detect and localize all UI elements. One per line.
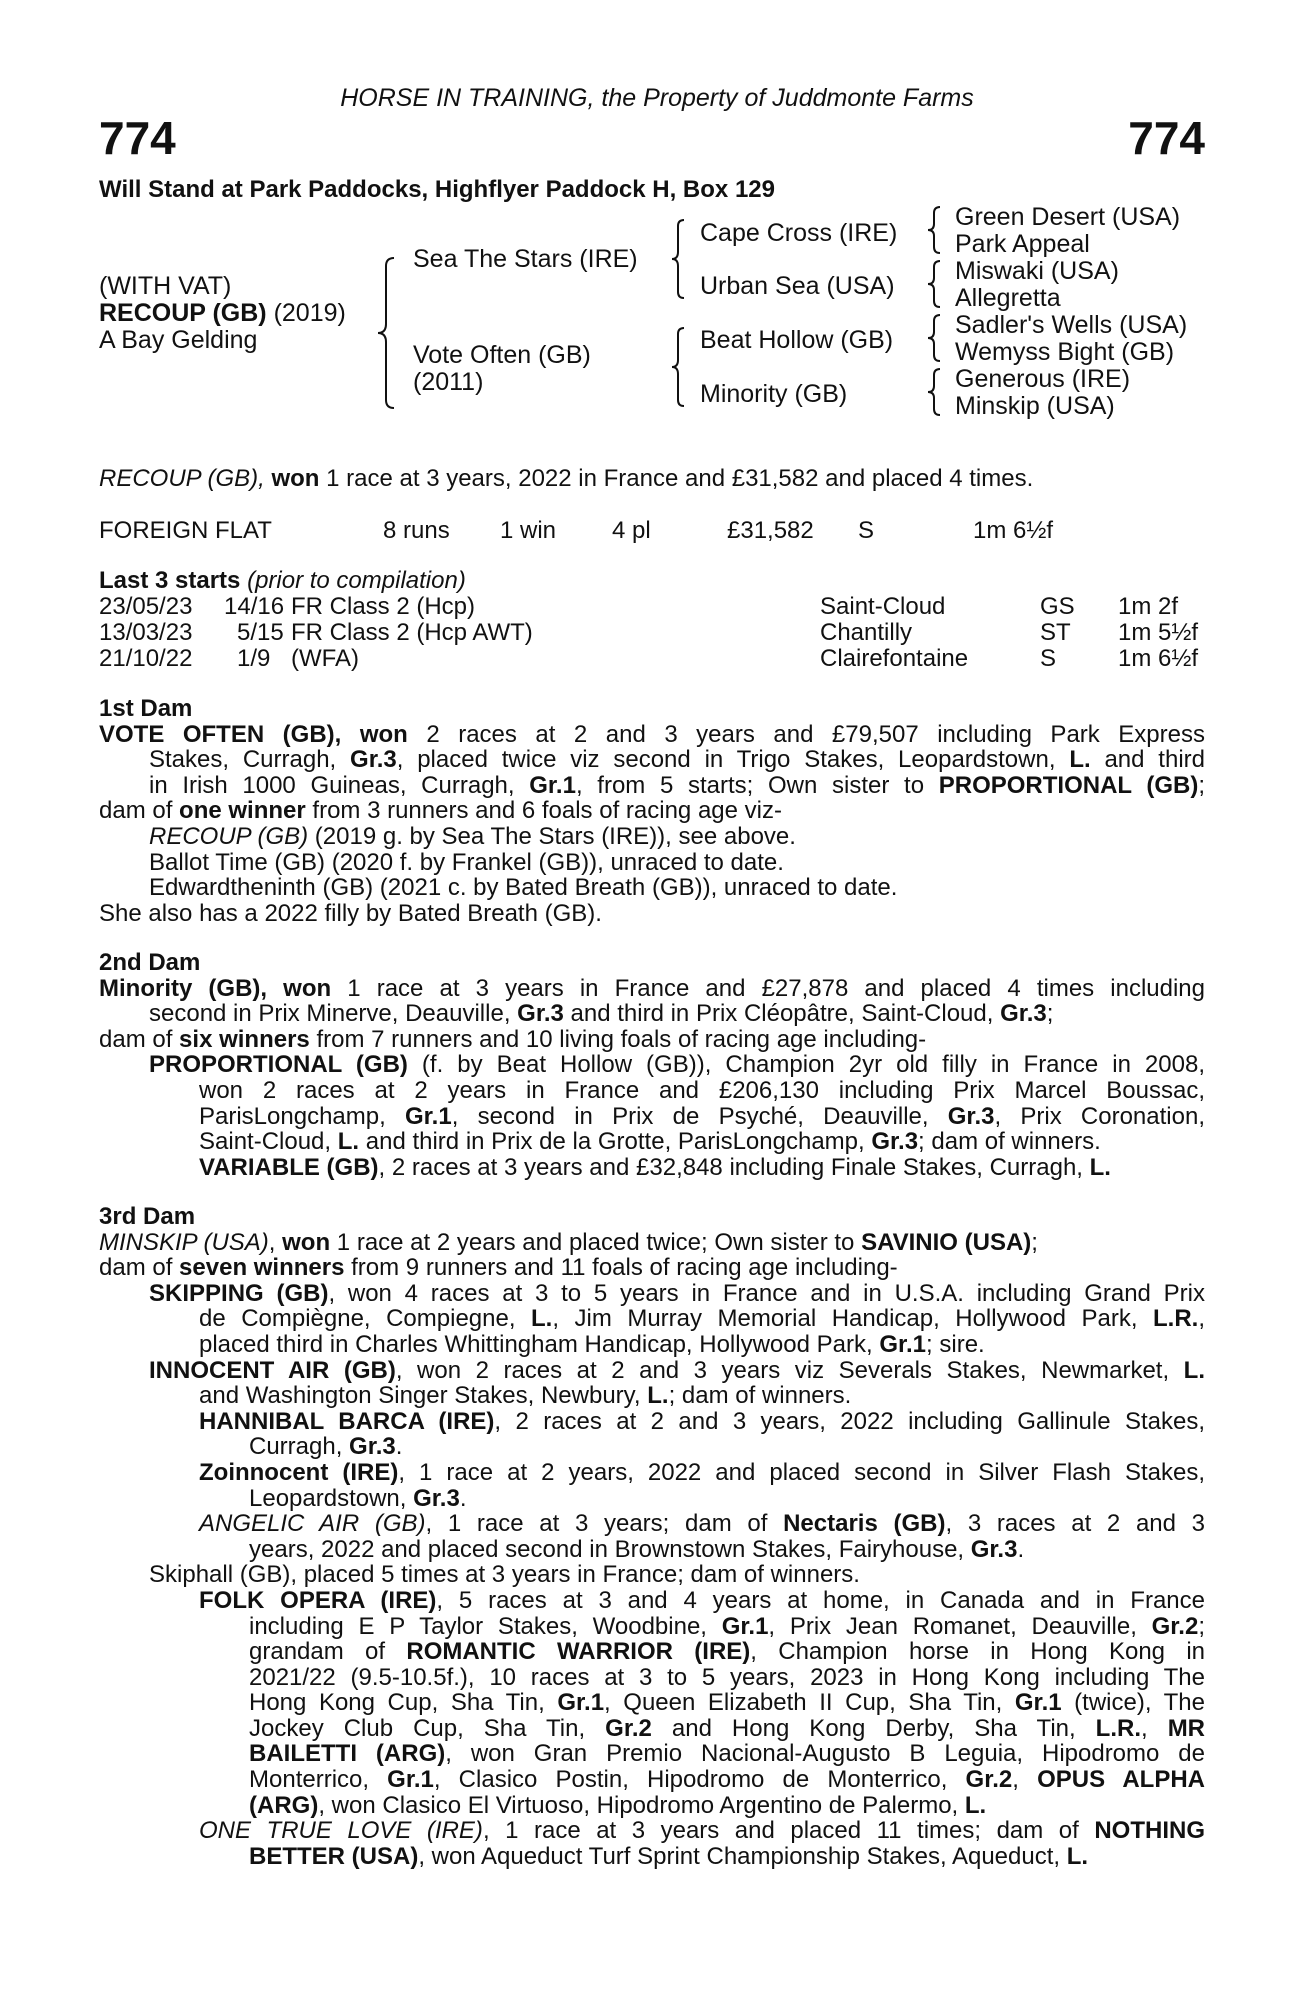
text: , Champion horse in Hong Kong in: [750, 1638, 1206, 1666]
text: , Clasico Postin, Hipodromo de Monterrico,: [433, 1766, 966, 1794]
brace-sire: [666, 218, 690, 300]
text: including E P Taylor Stakes, Woodbine,: [249, 1612, 722, 1640]
text: and third in Prix de la Grotte, ParisLongchamp,: [359, 1128, 872, 1156]
grade: Gr.1: [721, 1612, 769, 1640]
won-label: won: [282, 1228, 331, 1256]
third-dam-line: [99, 1614, 1205, 1640]
text: from 7 runners and 10 living foals of racing age including-: [309, 1025, 927, 1053]
text: Hong Kong Cup, Sha Tin,: [249, 1689, 558, 1717]
first-dam-name: VOTE OFTEN (GB), won: [99, 720, 408, 748]
horse-name: MR: [1167, 1714, 1206, 1742]
first-dam-line: [99, 747, 1205, 773]
text: dam of: [99, 1025, 180, 1053]
text: placed third in Charles Whittingham Handicap, Hollywood Park,: [199, 1330, 880, 1358]
start-distance: 1m 2f: [1118, 593, 1179, 620]
text: in Irish 1000 Guineas, Curragh,: [149, 771, 530, 799]
text: , 2 races at 2 and 3 years, 2022 including Gallinule Stakes,: [494, 1407, 1205, 1435]
third-dam-line: [99, 1281, 1205, 1307]
second-dam-line: [99, 976, 1205, 1002]
grade: Gr.2: [605, 1714, 652, 1742]
grade: Gr.3: [350, 746, 397, 774]
brace-dam: [666, 326, 690, 408]
text: , 3 races at 2 and 3: [945, 1510, 1206, 1538]
grade: Gr.3: [947, 1102, 995, 1130]
first-dam-heading: 1st Dam: [99, 695, 193, 722]
first-dam-section: [99, 696, 1205, 926]
horse-name: RECOUP (GB): [149, 822, 309, 850]
text: ;: [1198, 771, 1205, 799]
grade: Gr.3: [349, 1433, 396, 1461]
grade: Gr.3: [970, 1535, 1018, 1563]
start-date: 23/05/23: [99, 593, 193, 620]
third-dam-line: [99, 1716, 1205, 1742]
third-dam-line: Skiphall (GB), placed 5 times at 3 years in France; dam of winners.: [149, 1561, 860, 1589]
text: dam of: [99, 797, 180, 825]
text: , 2 races at 3 years and £32,848 including Finale Stakes, Curragh,: [378, 1153, 1090, 1181]
grade: Gr.1: [1014, 1689, 1062, 1717]
first-dam-line: [99, 798, 1205, 824]
text: ; dam of winners.: [668, 1382, 852, 1410]
first-dam-line: [99, 824, 1205, 850]
text: 1 race at 3 years in France and £27,878 and placed 4 times including: [331, 974, 1205, 1002]
grade: L.: [1066, 1842, 1089, 1870]
start-course: Clairefontaine: [820, 645, 969, 672]
dam-sire-name: Beat Hollow (GB): [700, 326, 894, 354]
winners-count: six winners: [179, 1025, 310, 1053]
second-dam-section: [99, 950, 1205, 1180]
second-dam-line: [99, 1129, 1205, 1155]
first-dam-line: [99, 722, 1205, 748]
start-date: 21/10/22: [99, 645, 193, 672]
start-distance: 1m 5½f: [1118, 619, 1199, 646]
horse-name: SAVINIO (USA): [861, 1228, 1032, 1256]
start-position: 1/9: [237, 645, 271, 672]
third-dam-line: [99, 1844, 1205, 1870]
text: ,: [1141, 1714, 1168, 1742]
third-dam-line: [99, 1230, 1205, 1256]
horse-name: BETTER (USA): [249, 1842, 419, 1870]
sire-dam-name: Urban Sea (USA): [700, 272, 895, 300]
start-position: 5/15: [237, 619, 284, 646]
gg-1: Green Desert (USA): [955, 203, 1181, 231]
winners-count: seven winners: [179, 1254, 345, 1282]
third-dam-line: [99, 1332, 1205, 1358]
horse-name: Minority (GB), won: [99, 974, 332, 1002]
third-dam-line: [99, 1511, 1205, 1537]
horse-name: PROPORTIONAL (GB): [149, 1051, 408, 1079]
text: grandam of: [249, 1638, 407, 1666]
grade: L.R.: [1095, 1714, 1141, 1742]
record-runs: 8 runs: [383, 517, 450, 544]
horse-name: RECOUP (GB): [99, 299, 267, 327]
grade: L.: [1089, 1153, 1111, 1181]
text: .: [1017, 1535, 1025, 1563]
lot-number-right: 774: [1128, 112, 1205, 164]
lot-number-left: 774: [99, 112, 176, 164]
text: , 1 race at 3 years; dam of: [425, 1510, 784, 1538]
start-course: Chantilly: [820, 619, 913, 646]
first-dam-line: She also has a 2022 filly by Bated Breath (GB).: [99, 899, 602, 927]
grade: Gr.1: [879, 1330, 927, 1358]
text: ;: [1198, 1612, 1205, 1640]
grade: L.R.: [1153, 1305, 1199, 1333]
text: de Compiègne, Compiegne,: [199, 1305, 532, 1333]
text: , placed twice viz second in Trigo Stakes, Leopardstown,: [396, 746, 1070, 774]
grade: L.: [647, 1382, 669, 1410]
start-race: FR Class 2 (Hcp AWT): [291, 619, 533, 646]
grade: Gr.3: [517, 1000, 564, 1028]
start-position: 14/16: [224, 593, 285, 620]
grade: Gr.2: [1151, 1612, 1199, 1640]
third-dam-line: [99, 1409, 1205, 1435]
text: , Jim Murray Memorial Handicap, Hollywood Park,: [552, 1305, 1153, 1333]
horse-name: OPUS ALPHA: [1037, 1766, 1205, 1794]
text: ; sire.: [926, 1330, 985, 1358]
start-going: ST: [1040, 619, 1071, 646]
text: Monterrico,: [249, 1766, 388, 1794]
gg-8: Minskip (USA): [955, 392, 1115, 420]
text: and Hong Kong Derby, Sha Tin,: [651, 1714, 1096, 1742]
gg-7: Generous (IRE): [955, 365, 1131, 393]
text: , won 4 races at 3 to 5 years in France and in U.S.A. including Grand Prix: [328, 1279, 1205, 1307]
text: , 1 race at 2 years, 2022 and placed second in Silver Flash Stakes,: [398, 1458, 1205, 1486]
third-dam-line: 2021/22 (9.5-10.5f.), 10 races at 3 to 5 years, 2023 in Hong Kong including The: [249, 1663, 1205, 1691]
grade: Gr.1: [557, 1689, 605, 1717]
horse-name: BAILETTI (ARG): [249, 1740, 446, 1768]
horse-name: FOLK OPERA (IRE): [199, 1586, 437, 1614]
horse-name: HANNIBAL BARCA (IRE): [199, 1407, 495, 1435]
text: Saint-Cloud,: [199, 1128, 338, 1156]
text: Leopardstown,: [249, 1484, 414, 1512]
gg-5: Sadler's Wells (USA): [955, 311, 1188, 339]
text: , Queen Elizabeth II Cup, Sha Tin,: [604, 1689, 1015, 1717]
third-dam-line: [99, 1434, 1205, 1460]
third-dam-line: [99, 1690, 1205, 1716]
text: dam of: [99, 1254, 180, 1282]
horse-name: VARIABLE (GB): [199, 1153, 379, 1181]
dam-name: Vote Often (GB): [413, 341, 591, 369]
text: , 5 races at 3 and 4 years at home, in Canada and in France: [436, 1586, 1205, 1614]
text: (twice), The: [1061, 1689, 1205, 1717]
text: , won Gran Premio Nacional-Augusto B Leguia, Hipodromo de: [445, 1740, 1205, 1768]
sire-name: Sea The Stars (IRE): [413, 245, 638, 273]
start-date: 13/03/23: [99, 619, 193, 646]
last-starts-title: Last 3 starts: [99, 567, 241, 594]
horse-name: ANGELIC AIR (GB): [199, 1510, 426, 1538]
first-dam-line: Ballot Time (GB) (2020 f. by Frankel (GB)), unraced to date.: [149, 848, 784, 876]
third-dam-line: [99, 1306, 1205, 1332]
grade: Gr.1: [405, 1102, 452, 1130]
grade: Gr.1: [387, 1766, 434, 1794]
last-starts-heading: [99, 568, 466, 594]
text: (2019 g. by Sea The Stars (IRE)), see above.: [308, 822, 796, 850]
stand-location: Will Stand at Park Paddocks, Highflyer Paddock H, Box 129: [99, 176, 775, 203]
third-dam-line: [99, 1793, 1205, 1819]
third-dam-heading: 3rd Dam: [99, 1203, 196, 1230]
text: .: [395, 1433, 403, 1461]
text: ; dam of winners.: [918, 1128, 1101, 1156]
text: second in Prix Minerve, Deauville,: [149, 1000, 518, 1028]
grade: L.: [337, 1128, 360, 1156]
race-summary: [99, 466, 1033, 492]
start-race: (WFA): [291, 645, 359, 672]
horse-name: Zoinnocent (IRE): [199, 1458, 399, 1486]
third-dam-line: [99, 1537, 1205, 1563]
third-dam-line: [99, 1767, 1205, 1793]
horse-name: NOTHING: [1094, 1817, 1205, 1845]
brace-gg-2: [922, 258, 946, 310]
gg-4: Allegretta: [955, 284, 1061, 312]
grade: Gr.2: [965, 1766, 1013, 1794]
text: ;: [1046, 1000, 1054, 1028]
third-dam-section: [99, 1204, 1205, 1869]
sire-sire-name: Cape Cross (IRE): [700, 219, 898, 247]
text: ,: [1012, 1766, 1038, 1794]
first-dam-line: Edwardtheninth (GB) (2021 c. by Bated Breath (GB)), unraced to date.: [149, 874, 898, 902]
third-dam-line: [99, 1255, 1205, 1281]
text: ;: [1031, 1228, 1038, 1256]
brace-gg-1: [922, 204, 946, 256]
brace-gg-3: [922, 312, 946, 364]
second-dam-line: [99, 1027, 1205, 1053]
grade: Gr.3: [871, 1128, 919, 1156]
third-dam-line: [99, 1358, 1205, 1384]
text: , won Clasico El Virtuoso, Hipodromo Argentino de Palermo,: [318, 1791, 965, 1819]
grade: L.: [1183, 1356, 1205, 1384]
text: Curragh,: [249, 1433, 350, 1461]
horse-year: (2019): [273, 299, 346, 327]
text: , won Aqueduct Turf Sprint Championship Stakes, Aqueduct,: [418, 1842, 1067, 1870]
start-distance: 1m 6½f: [1118, 645, 1199, 672]
horse-title: [99, 299, 346, 328]
grade: Gr.3: [413, 1484, 460, 1512]
record-type: FOREIGN FLAT: [99, 517, 272, 544]
start-going: GS: [1040, 593, 1075, 620]
summary-won: won: [271, 465, 320, 492]
third-dam-line: [99, 1639, 1205, 1665]
text: , 1 race at 3 years and placed 11 times; dam of: [482, 1817, 1095, 1845]
third-dam-line: [99, 1588, 1205, 1614]
text: , Prix Coronation,: [994, 1102, 1205, 1130]
second-dam-line: won 2 races at 2 years in France and £206,130 including Prix Marcel Boussac,: [199, 1076, 1205, 1104]
third-dam-line: [99, 1818, 1205, 1844]
text: , Prix Jean Romanet, Deauville,: [768, 1612, 1152, 1640]
second-dam-line: [99, 1104, 1205, 1130]
third-dam-line: [99, 1383, 1205, 1409]
text: .: [459, 1484, 467, 1512]
first-dam-line: [99, 773, 1205, 799]
gg-3: Miswaki (USA): [955, 257, 1119, 285]
third-dam-line: [99, 1460, 1205, 1486]
text: Stakes, Curragh,: [149, 746, 351, 774]
vat-note: (WITH VAT): [99, 272, 232, 300]
text: , from 5 starts; Own sister to: [575, 771, 939, 799]
record-earnings: £31,582: [727, 517, 814, 544]
text: ParisLongchamp,: [199, 1102, 405, 1130]
text: and Washington Singer Stakes, Newbury,: [199, 1382, 648, 1410]
horse-name: INNOCENT AIR (GB): [149, 1356, 396, 1384]
second-dam-line: [99, 1052, 1205, 1078]
text: , won 2 races at 2 and 3 years viz Severals Stakes, Newmarket,: [395, 1356, 1184, 1384]
text: Jockey Club Cup, Sha Tin,: [249, 1714, 606, 1742]
start-race: FR Class 2 (Hcp): [291, 593, 476, 620]
text: 2 races at 2 and 3 years and £79,507 including Park Express: [407, 720, 1205, 748]
dam-year: (2011): [413, 368, 484, 396]
grade: Gr.3: [1000, 1000, 1047, 1028]
page-header-title: HORSE IN TRAINING, the Property of Juddmonte Farms: [340, 84, 974, 112]
record-placed: 4 pl: [612, 517, 651, 544]
second-dam-line: [99, 1001, 1205, 1027]
text: from 3 runners and 6 foals of racing age viz-: [305, 797, 782, 825]
text: , second in Prix de Psyché, Deauville,: [451, 1102, 948, 1130]
text: and third: [1090, 746, 1205, 774]
gg-6: Wemyss Bight (GB): [955, 338, 1175, 366]
horse-name: MINSKIP (USA): [99, 1228, 269, 1256]
grade: Gr.1: [529, 771, 576, 799]
start-course: Saint-Cloud: [820, 593, 946, 620]
text: years, 2022 and placed second in Brownstown Stakes, Fairyhouse,: [249, 1535, 971, 1563]
gg-2: Park Appeal: [955, 230, 1090, 258]
third-dam-line: [99, 1486, 1205, 1512]
horse-name: PROPORTIONAL (GB): [938, 771, 1199, 799]
horse-name: (ARG): [249, 1791, 319, 1819]
start-going: S: [1040, 645, 1057, 672]
dam-dam-name: Minority (GB): [700, 380, 848, 408]
horse-description: A Bay Gelding: [99, 326, 258, 354]
grade: L.: [531, 1305, 553, 1333]
brace-gg-4: [922, 366, 946, 418]
horse-name: Nectaris (GB): [783, 1510, 946, 1538]
horse-name: SKIPPING (GB): [149, 1279, 329, 1307]
horse-name: ROMANTIC WARRIOR (IRE): [406, 1638, 751, 1666]
second-dam-line: [99, 1155, 1205, 1181]
text: (f. by Beat Hollow (GB)), Champion 2yr old filly in France in 2008,: [407, 1051, 1205, 1079]
second-dam-heading: 2nd Dam: [99, 949, 201, 976]
last-starts-note: (prior to compilation): [247, 567, 466, 594]
text: 1 race at 2 years and placed twice; Own sister to: [330, 1228, 862, 1256]
text: and third in Prix Cléopâtre, Saint-Cloud,: [563, 1000, 1001, 1028]
record-wins: 1 win: [500, 517, 557, 544]
record-distance: 1m 6½f: [973, 517, 1054, 544]
horse-name: ONE TRUE LOVE (IRE): [199, 1817, 483, 1845]
brace-sire-dam: [370, 256, 400, 410]
winners-count: one winner: [179, 797, 306, 825]
grade: L.: [1069, 746, 1091, 774]
summary-text: 1 race at 3 years, 2022 in France and £31,582 and placed 4 times.: [326, 465, 1034, 492]
summary-horse-name: RECOUP (GB),: [99, 465, 265, 492]
record-going: S: [858, 517, 875, 544]
text: from 9 runners and 11 foals of racing age including-: [344, 1254, 898, 1282]
text: ,: [268, 1228, 283, 1256]
third-dam-line: [99, 1741, 1205, 1767]
text: ,: [1198, 1305, 1205, 1333]
grade: L.: [964, 1791, 987, 1819]
